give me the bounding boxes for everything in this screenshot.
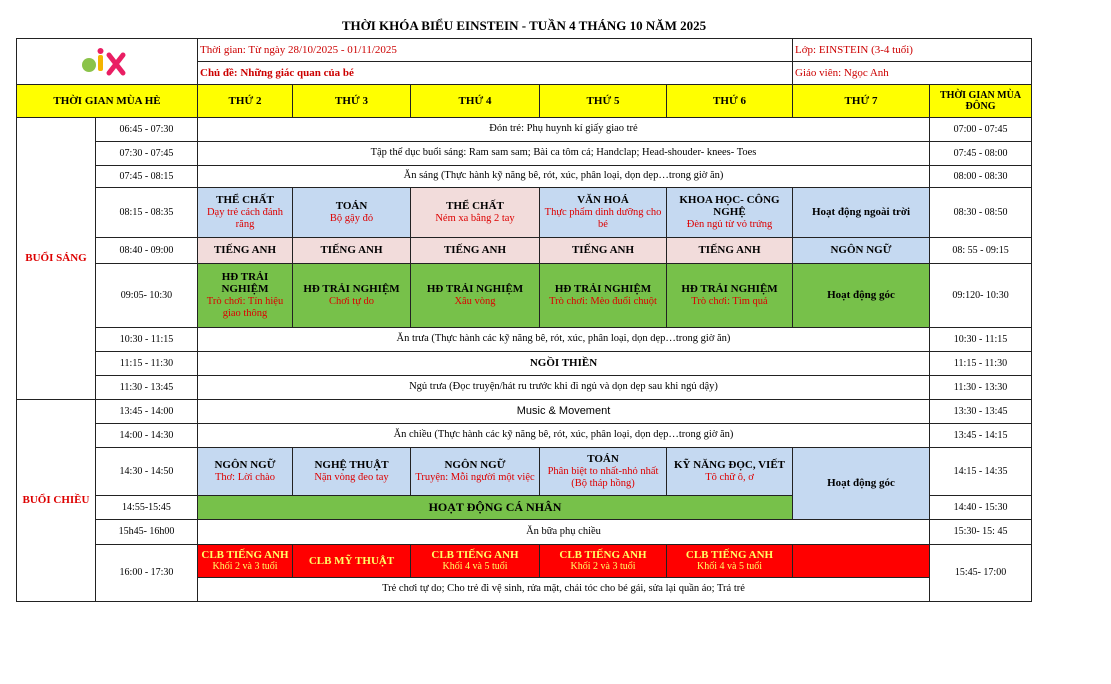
activity-row: Ăn bữa phụ chiều bbox=[198, 520, 930, 545]
lesson-cell: NGÔN NGỮ bbox=[793, 238, 930, 264]
lesson-subject: VĂN HOÁ bbox=[577, 194, 629, 207]
activity-row: HOẠT ĐỘNG CÁ NHÂN bbox=[198, 496, 793, 520]
summer-time: 11:15 - 11:30 bbox=[96, 352, 198, 376]
club-cell bbox=[793, 545, 930, 578]
club-note: Khối 2 và 3 tuổi bbox=[570, 561, 636, 573]
page-title: THỜI KHÓA BIỂU EINSTEIN - TUẦN 4 THÁNG 10 NĂM 2025 bbox=[17, 14, 1032, 39]
lesson-cell: TIẾNG ANH bbox=[293, 238, 411, 264]
lesson-cell bbox=[198, 188, 293, 238]
lesson-subject: KHOA HỌC- CÔNG NGHỆ bbox=[679, 193, 780, 219]
lesson-cell bbox=[540, 188, 667, 238]
winter-time: 15:30- 15: 45 bbox=[930, 520, 1032, 545]
lesson-note: Dạy trẻ cách đánh răng bbox=[206, 206, 284, 230]
summer-time: 06:45 - 07:30 bbox=[96, 118, 198, 142]
summer-time: 15h45- 16h00 bbox=[96, 520, 198, 545]
activity-row: Trẻ chơi tự do; Cho trẻ đi vệ sinh, rửa mặt, chải tóc cho bé gái, sửa lại quần áo; Trả trẻ bbox=[198, 578, 930, 602]
theme: Chủ đề: Những giác quan của bé bbox=[198, 62, 793, 85]
lesson-subject: HĐ TRẢI NGHIỆM bbox=[426, 283, 524, 296]
lesson-cell bbox=[540, 448, 667, 496]
class-name: Lớp: EINSTEIN (3-4 tuổi) bbox=[793, 39, 1032, 62]
club-cell bbox=[293, 545, 411, 578]
club-cell bbox=[667, 545, 793, 578]
lesson-cell: TIẾNG ANH bbox=[198, 238, 293, 264]
lesson-cell bbox=[540, 264, 667, 328]
lesson-subject: HĐ TRẢI NGHIỆM bbox=[303, 283, 400, 296]
lesson-cell bbox=[667, 188, 793, 238]
lesson-cell bbox=[411, 448, 540, 496]
club-note: Khối 2 và 3 tuổi bbox=[212, 561, 278, 573]
lesson-note: Bộ gậy đỏ bbox=[329, 212, 374, 224]
summer-time: 08:15 - 08:35 bbox=[96, 188, 198, 238]
lesson-subject: TOÁN bbox=[335, 200, 368, 213]
lesson-subject: KỸ NĂNG ĐỌC, VIẾT bbox=[673, 459, 786, 472]
lesson-cell bbox=[293, 264, 411, 328]
lesson-note: Chơi tự do bbox=[328, 295, 375, 307]
activity-row: Ăn sáng (Thực hành kỹ năng bê, rót, xúc, phân loại, dọn dẹp…trong giờ ăn) bbox=[198, 166, 930, 188]
summer-time: 11:30 - 13:45 bbox=[96, 376, 198, 400]
winter-time: 13:45 - 14:15 bbox=[930, 424, 1032, 448]
activity-row: Đón trẻ: Phụ huynh kí giấy giao trẻ bbox=[198, 118, 930, 142]
summer-time: 09:05- 10:30 bbox=[96, 264, 198, 328]
winter-time: 08:30 - 08:50 bbox=[930, 188, 1032, 238]
winter-time: 13:30 - 13:45 bbox=[930, 400, 1032, 424]
lesson-subject: HĐ TRẢI NGHIỆM bbox=[554, 283, 652, 296]
winter-time: 11:15 - 11:30 bbox=[930, 352, 1032, 376]
winter-time: 09:120- 10:30 bbox=[930, 264, 1032, 328]
day-header: THỨ 5 bbox=[540, 85, 667, 118]
lesson-note: Trò chơi: Mèo đuổi chuột bbox=[549, 295, 657, 307]
club-name: CLB TIẾNG ANH bbox=[431, 548, 519, 561]
club-name: CLB TIẾNG ANH bbox=[559, 548, 647, 561]
lesson-note: Tô chữ ô, ơ bbox=[705, 471, 754, 483]
summer-time-header: THỜI GIAN MÙA HÈ bbox=[17, 85, 198, 118]
summer-time: 07:30 - 07:45 bbox=[96, 142, 198, 166]
lesson-note: Truyện: Mỗi người một việc bbox=[415, 471, 535, 483]
activity-row: Ăn trưa (Thực hành các kỹ năng bê, rót, xúc, phân loại, dọn dẹp…trong giờ ăn) bbox=[198, 328, 930, 352]
activity-row: NGỒI THIỀN bbox=[198, 352, 930, 376]
lesson-cell: Hoạt động ngoài trời bbox=[793, 188, 930, 238]
lesson-subject: NGÔN NGỮ bbox=[214, 459, 276, 472]
lesson-cell bbox=[411, 264, 540, 328]
lesson-cell: Hoạt động góc bbox=[793, 448, 930, 520]
winter-time: 15:45- 17:00 bbox=[930, 545, 1032, 602]
winter-time: 07:45 - 08:00 bbox=[930, 142, 1032, 166]
lesson-note: Xâu vòng bbox=[454, 295, 496, 307]
day-header: THỨ 4 bbox=[411, 85, 540, 118]
lesson-cell bbox=[411, 188, 540, 238]
lesson-note: Đèn ngủ từ vỏ trứng bbox=[686, 219, 773, 231]
club-note: Khối 4 và 5 tuổi bbox=[697, 561, 762, 573]
lesson-cell: TIẾNG ANH bbox=[411, 238, 540, 264]
summer-time: 07:45 - 08:15 bbox=[96, 166, 198, 188]
summer-time: 14:55-15:45 bbox=[96, 496, 198, 520]
lesson-note: Thực phẩm dinh dưỡng cho bé bbox=[544, 206, 662, 230]
summer-time: 14:30 - 14:50 bbox=[96, 448, 198, 496]
summer-time: 14:00 - 14:30 bbox=[96, 424, 198, 448]
winter-time: 14:40 - 15:30 bbox=[930, 496, 1032, 520]
lesson-note: Nặn vòng đeo tay bbox=[314, 471, 389, 483]
winter-time: 14:15 - 14:35 bbox=[930, 448, 1032, 496]
afternoon-session-label: BUỔI CHIỀU bbox=[17, 400, 96, 602]
club-cell bbox=[411, 545, 540, 578]
lesson-subject: NGÔN NGỮ bbox=[444, 459, 506, 472]
lesson-subject: HĐ TRẢI NGHIỆM bbox=[221, 270, 269, 296]
activity-row: Ngủ trưa (Đọc truyện/hát ru trước khi đi ngủ và dọn dẹp sau khi ngủ dậy) bbox=[198, 376, 930, 400]
club-cell bbox=[540, 545, 667, 578]
lesson-cell bbox=[198, 264, 293, 328]
winter-time: 10:30 - 11:15 bbox=[930, 328, 1032, 352]
morning-session-label: BUỔI SÁNG bbox=[17, 118, 96, 400]
club-note: Khối 4 và 5 tuổi bbox=[442, 561, 508, 573]
lesson-cell: Hoạt động góc bbox=[793, 264, 930, 328]
winter-time: 11:30 - 13:30 bbox=[930, 376, 1032, 400]
lesson-note: Phân biệt to nhất-nhỏ nhất (Bộ tháp hồng) bbox=[547, 465, 659, 489]
summer-time: 08:40 - 09:00 bbox=[96, 238, 198, 264]
lesson-cell bbox=[667, 448, 793, 496]
teacher: Giáo viên: Ngọc Anh bbox=[793, 62, 1032, 85]
aix-logo-icon bbox=[79, 45, 135, 79]
lesson-cell bbox=[293, 188, 411, 238]
lesson-cell: TIẾNG ANH bbox=[540, 238, 667, 264]
club-name: CLB MỸ THUẬT bbox=[308, 554, 395, 567]
club-name: CLB TIẾNG ANH bbox=[685, 548, 774, 561]
summer-time: 16:00 - 17:30 bbox=[96, 545, 198, 602]
day-header: THỨ 2 bbox=[198, 85, 293, 118]
lesson-subject: HĐ TRẢI NGHIỆM bbox=[681, 283, 778, 296]
winter-time-header: THỜI GIAN MÙA ĐÔNG bbox=[930, 85, 1032, 118]
club-cell bbox=[198, 545, 293, 578]
lesson-note: Trò chơi: Tín hiệu giao thông bbox=[206, 296, 284, 320]
lesson-subject: THỂ CHẤT bbox=[216, 194, 274, 207]
day-header: THỨ 3 bbox=[293, 85, 411, 118]
winter-time: 07:00 - 07:45 bbox=[930, 118, 1032, 142]
lesson-cell bbox=[293, 448, 411, 496]
activity-row: Music & Movement bbox=[198, 400, 930, 424]
day-header: THỨ 7 bbox=[793, 85, 930, 118]
summer-time: 13:45 - 14:00 bbox=[96, 400, 198, 424]
activity-row: Tập thể dục buổi sáng: Ram sam sam; Bài ca tôm cá; Handclap; Head-shouder- knees- Toes bbox=[198, 142, 930, 166]
schedule-table bbox=[16, 14, 1032, 602]
lesson-subject: NGHỆ THUẬT bbox=[314, 459, 389, 472]
club-name: CLB TIẾNG ANH bbox=[201, 548, 289, 561]
lesson-note: Ném xa bằng 2 tay bbox=[435, 212, 515, 224]
lesson-note: Trò chơi: Tìm quả bbox=[691, 295, 768, 307]
winter-time: 08:00 - 08:30 bbox=[930, 166, 1032, 188]
lesson-cell bbox=[667, 264, 793, 328]
time-range: Thời gian: Từ ngày 28/10/2025 - 01/11/2025 bbox=[198, 39, 793, 62]
lesson-subject: THỂ CHẤT bbox=[446, 200, 504, 213]
day-header: THỨ 6 bbox=[667, 85, 793, 118]
lesson-note: Thơ: Lời chào bbox=[214, 471, 276, 483]
activity-row: Ăn chiều (Thực hành các kỹ năng bê, rót, xúc, phân loại, dọn dẹp…trong giờ ăn) bbox=[198, 424, 930, 448]
lesson-cell: TIẾNG ANH bbox=[667, 238, 793, 264]
summer-time: 10:30 - 11:15 bbox=[96, 328, 198, 352]
lesson-cell bbox=[198, 448, 293, 496]
lesson-subject: TOÁN bbox=[587, 453, 619, 466]
logo bbox=[17, 39, 198, 85]
winter-time: 08: 55 - 09:15 bbox=[930, 238, 1032, 264]
